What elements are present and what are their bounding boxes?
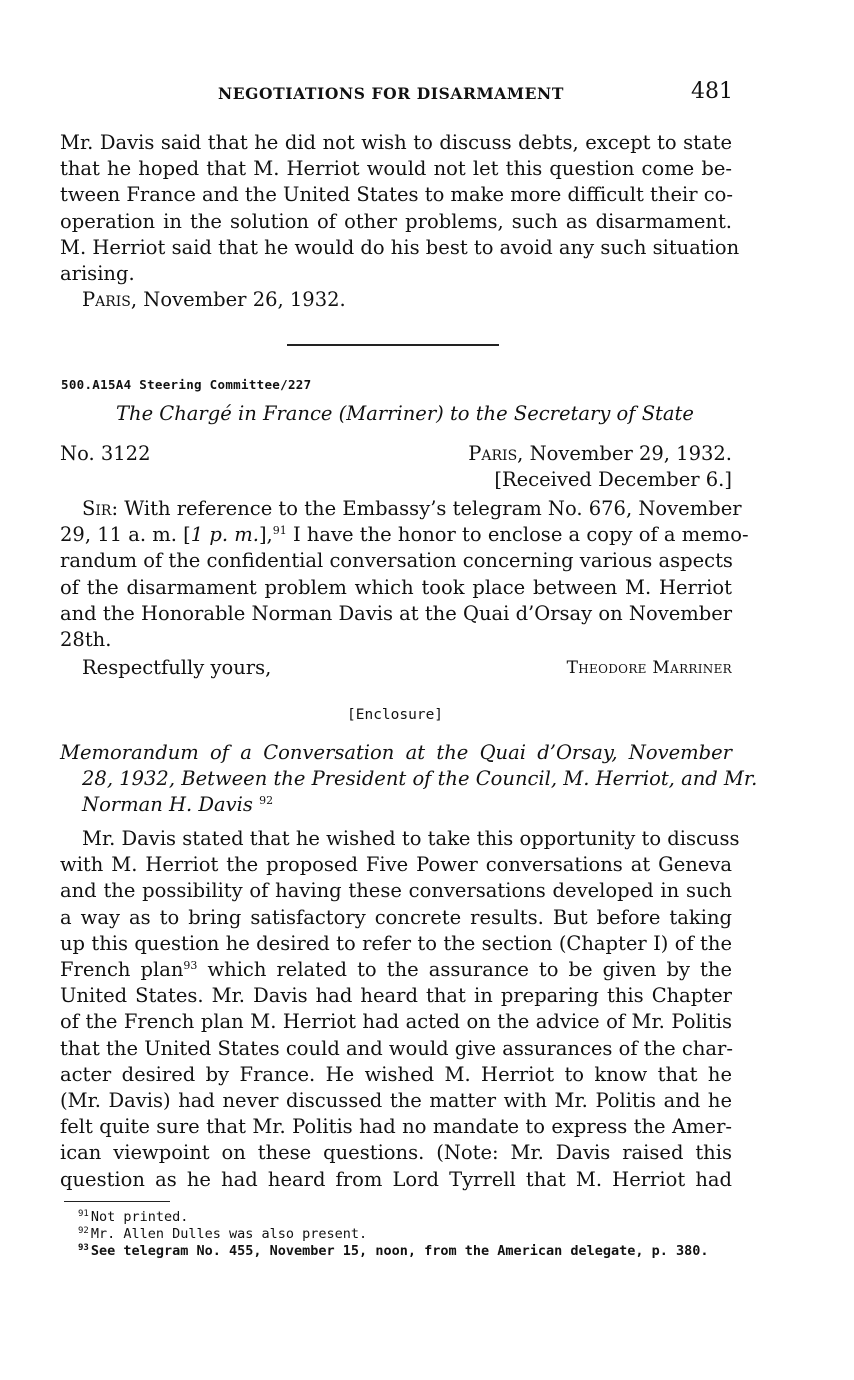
memo-body <box>60 826 740 1193</box>
footnote-mark: 93 <box>78 1243 89 1253</box>
footnote-mark: 92 <box>78 1226 89 1236</box>
received-date: [Received December 6.] <box>494 468 732 491</box>
page-number: 481 <box>691 79 733 104</box>
text-line: question as he had heard from Lord Tyrrell that M. Herriot had <box>60 1167 732 1191</box>
footnote-ref: 93 <box>183 959 198 973</box>
footnote <box>78 1209 188 1225</box>
text-run: I have the honor to enclose a copy of a memo- <box>286 523 749 547</box>
italic-run: 1 p. m. <box>190 523 259 547</box>
closing: Respectfully yours, <box>82 656 272 679</box>
text-run: 29, 11 a. m. [ <box>60 523 191 547</box>
opening-dateline <box>60 287 732 313</box>
memo-title <box>60 740 758 818</box>
text-line: 28, 1932, Between the President of the Council, M. Herriot, and Mr. <box>82 767 758 790</box>
text-line: and the Honorable Norman Davis at the Quai d’Orsay on November <box>60 601 733 625</box>
text-line <box>60 496 742 522</box>
footnote-text: See telegram No. 455, November 15, noon, from the American delegate, p. 380. <box>90 1243 709 1259</box>
text-line: Memorandum of a Conversation at the Quai d’Orsay, November <box>60 741 732 764</box>
text-line: with M. Herriot the proposed Five Power conversations at Geneva <box>60 853 732 877</box>
salutation: Sir <box>82 497 112 520</box>
footnote <box>78 1226 367 1242</box>
text-line: operation in the solution of other problems, such as disarmament. <box>60 209 732 233</box>
text-line: up this question he desired to refer to the section (Chapter I) of the <box>60 931 732 955</box>
text-line: ican viewpoint on these questions. (Note: Mr. Davis raised this <box>60 1141 732 1165</box>
document-title: The Chargé in France (Marriner) to the Secretary of State <box>116 402 694 425</box>
footnote-text: Not printed. <box>90 1209 189 1225</box>
text-line: United States. Mr. Davis had heard that in preparing this Chapter <box>60 984 732 1008</box>
file-reference: 500.A15A4 Steering Committee/227 <box>61 377 312 392</box>
text-line: M. Herriot said that he would do his best to avoid any such situation <box>60 235 740 259</box>
text-run: ], <box>258 523 273 547</box>
text-run: Norman H. Davis <box>82 793 253 816</box>
text-line: of the French plan M. Herriot had acted on the advice of Mr. Politis <box>60 1010 732 1034</box>
footnote-text: Mr. Allen Dulles was also present. <box>90 1226 368 1242</box>
letter-body <box>60 496 749 653</box>
dateline-place: Paris <box>82 288 131 312</box>
text-line: randum of the confidential conversation concerning various aspects <box>60 549 733 573</box>
opening-paragraph <box>60 130 740 313</box>
text-line: and the possibility of having these conversations developed in such <box>60 879 732 903</box>
text-line: that the United States could and would give assurances of the char- <box>60 1036 733 1060</box>
text-line <box>60 522 749 548</box>
text-line: (Mr. Davis) had never discussed the matter with Mr. Politis and he <box>60 1089 732 1113</box>
dateline-date: , November 29, 1932. <box>517 442 732 465</box>
footnote-mark: 91 <box>78 1209 89 1219</box>
dateline-place: Paris <box>468 442 518 465</box>
signature: Theodore Marriner <box>566 658 732 678</box>
text-run: French plan <box>60 958 184 982</box>
dateline-date: , November 26, 1932. <box>130 288 346 312</box>
footnote-divider <box>64 1201 170 1202</box>
section-divider <box>287 344 499 346</box>
running-head: NEGOTIATIONS FOR DISARMAMENT <box>218 84 564 103</box>
text-line: that he hoped that M. Herriot would not let this question come be- <box>60 157 732 181</box>
text-line <box>60 957 732 983</box>
footnote <box>78 1243 709 1259</box>
text-run: : With reference to the Embassy’s telegram No. 676, November <box>111 497 742 520</box>
text-line: 28th. <box>60 628 112 652</box>
document-dateline <box>468 442 732 465</box>
text-run: which related to the assurance to be given by the <box>197 958 732 982</box>
footnote-ref: 92 <box>259 794 274 807</box>
text-line: arising. <box>60 262 135 286</box>
text-line: a way as to bring satisfactory concrete results. But before taking <box>60 905 732 929</box>
text-line <box>60 792 732 818</box>
text-line: Mr. Davis stated that he wished to take this opportunity to discuss <box>82 827 740 850</box>
enclosure-label: [Enclosure] <box>347 707 444 723</box>
text-line: of the disarmament problem which took place between M. Herriot <box>60 575 732 599</box>
text-line: felt quite sure that Mr. Politis had no mandate to express the Amer- <box>60 1115 732 1139</box>
text-line: tween France and the United States to make more difficult their co- <box>60 183 733 207</box>
text-line: Mr. Davis said that he did not wish to discuss debts, except to state <box>60 131 732 154</box>
document-number: No. 3122 <box>60 442 151 465</box>
footnote-ref: 91 <box>272 524 287 538</box>
text-line: acter desired by France. He wished M. Herriot to know that he <box>60 1062 732 1086</box>
